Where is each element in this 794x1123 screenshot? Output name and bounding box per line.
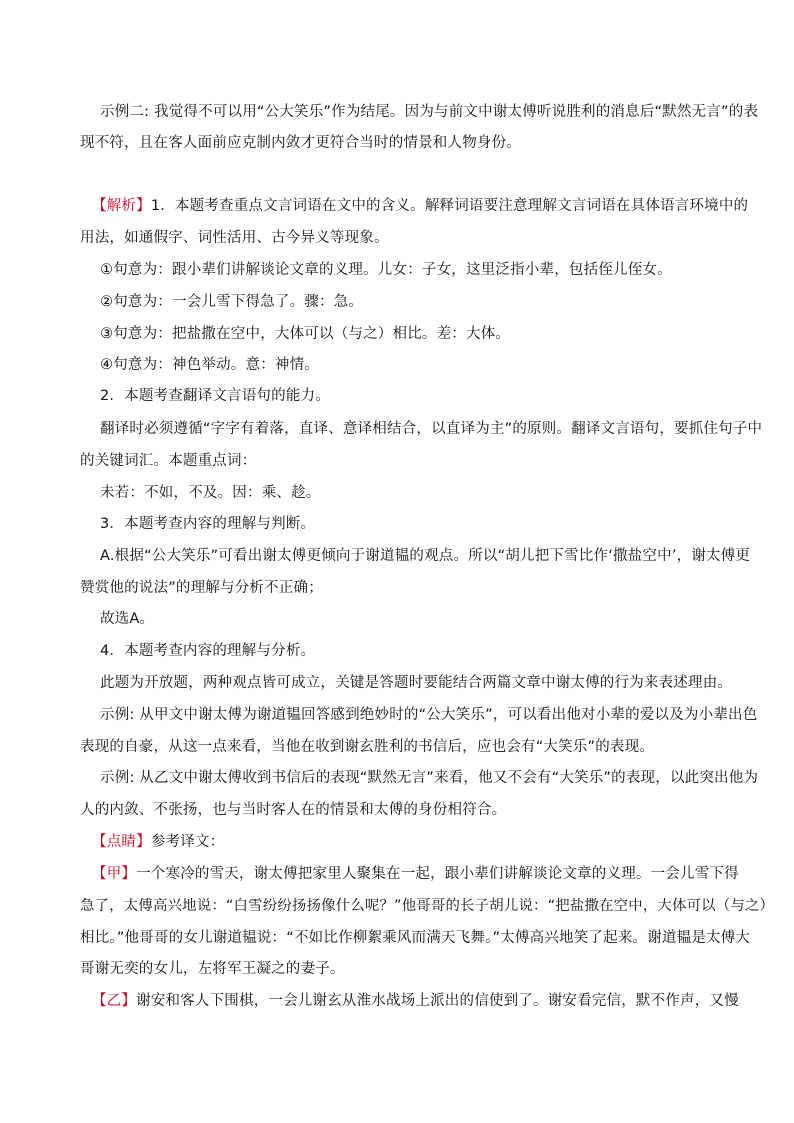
analysis-q4-example1-line2: 表现的自豪，从这一点来看，当他在收到谢玄胜利的书信后，应也会有“大笑乐”的表现。 (80, 739, 655, 755)
analysis-q4-example2-line1: 示例: 从乙文中谢太傅收到书信后的表现“默然无言”来看，他又不会有“大笑乐”的表现，以此突出他为 (100, 770, 759, 786)
jia-line1 (92, 864, 739, 884)
analysis-q1-line1 (92, 196, 748, 216)
analysis-q4-p1: 此题为开放题，两种观点皆可成立，关键是答题时要能结合两篇文章中谢太傅的行为来表述理由。 (100, 675, 733, 691)
jia-tag: 【甲】 (92, 866, 137, 882)
analysis-q2-p1: 翻译时必须遵循“字字有着落，直译、意译相结合，以直译为主”的原则。翻译文言语句，要抓住句子中 (100, 421, 763, 437)
dianjing-line (92, 832, 224, 852)
analysis-tag: 【解析】 (92, 198, 151, 214)
yi-tag: 【乙】 (92, 993, 137, 1009)
example2-line2: 现不符，且在客人面前应克制内敛才更符合当时的情景和人物身份。 (80, 135, 521, 151)
analysis-item-3: ③句意为：把盐撒在空中，大体可以（与之）相比。差：大体。 (100, 326, 511, 342)
jia-line4: 哥谢无奕的女儿，左将军王凝之的妻子。 (80, 961, 345, 977)
analysis-q2-p2: 的关键词汇。本题重点词： (80, 453, 257, 469)
analysis-q4-example1-line1: 示例: 从甲文中谢太傅为谢道韫回答感到绝妙时的“公大笑乐”，可以看出他对小辈的爱以及为小辈出色 (100, 707, 758, 723)
analysis-item-2: ②句意为：一会儿雪下得急了。骤：急。 (100, 294, 364, 310)
analysis-q3-p1: A.根据“公大笑乐”可看出谢太傅更倾向于谢道韫的观点。所以“胡儿把下雪比作‘撒盐空中’，谢太傅更 (100, 548, 751, 564)
analysis-q3-p3: 故选A。 (100, 611, 155, 627)
analysis-q1-text: 1．本题考查重点文言词语在文中的含义。解释词语要注意理解文言词语在具体语言环境中的 (150, 198, 749, 214)
dianjing-text: 参考译文： (150, 834, 225, 850)
yi-text-line1: 谢安和客人下围棋，一会儿谢玄从淮水战场上派出的信使到了。谢安看完信，默不作声，又慢 (136, 993, 739, 1009)
analysis-q3: 3．本题考查内容的理解与判断。 (100, 516, 316, 532)
example2-line1: 示例二: 我觉得不可以用“公大笑乐”作为结尾。因为与前文中谢太傅听说胜利的消息后“默然无言”的表 (100, 104, 759, 120)
analysis-q4: 4．本题考查内容的理解与分析。 (100, 643, 316, 659)
analysis-q2: 2．本题考查翻译文言语句的能力。 (100, 388, 330, 404)
analysis-item-1: ①句意为：跟小辈们讲解谈论文章的义理。儿女：子女，这里泛指小辈，包括侄儿侄女。 (100, 262, 672, 278)
jia-line2: 急了，太傅高兴地说：“白雪纷纷扬扬像什么呢？”他哥哥的长子胡儿说：“把盐撒在空中，大体可以（与之） (80, 898, 775, 914)
dianjing-tag: 【点睛】 (92, 834, 151, 850)
yi-line1 (92, 991, 739, 1011)
analysis-q1-line2: 用法，如通假字、词性活用、古今异义等现象。 (80, 230, 389, 246)
analysis-q4-example2-line2: 人的内敛、不张扬，也与当时客人在的情景和太傅的身份相符合。 (80, 802, 507, 818)
analysis-q3-p2: 赞赏他的说法”的理解与分析不正确； (80, 580, 323, 596)
analysis-q2-p3: 未若：不如，不及。因：乘、趁。 (100, 485, 321, 501)
analysis-item-4: ④句意为：神色举动。意：神情。 (100, 357, 319, 373)
jia-text-line1: 一个寒冷的雪天，谢太傅把家里人聚集在一起，跟小辈们讲解谈论文章的义理。一会儿雪下得 (136, 866, 739, 882)
jia-line3: 相比。”他哥哥的女儿谢道韫说：“不如比作柳絮乘风而满天飞舞。”太傅高兴地笑了起来。谢道韫是太傅大 (80, 930, 751, 946)
